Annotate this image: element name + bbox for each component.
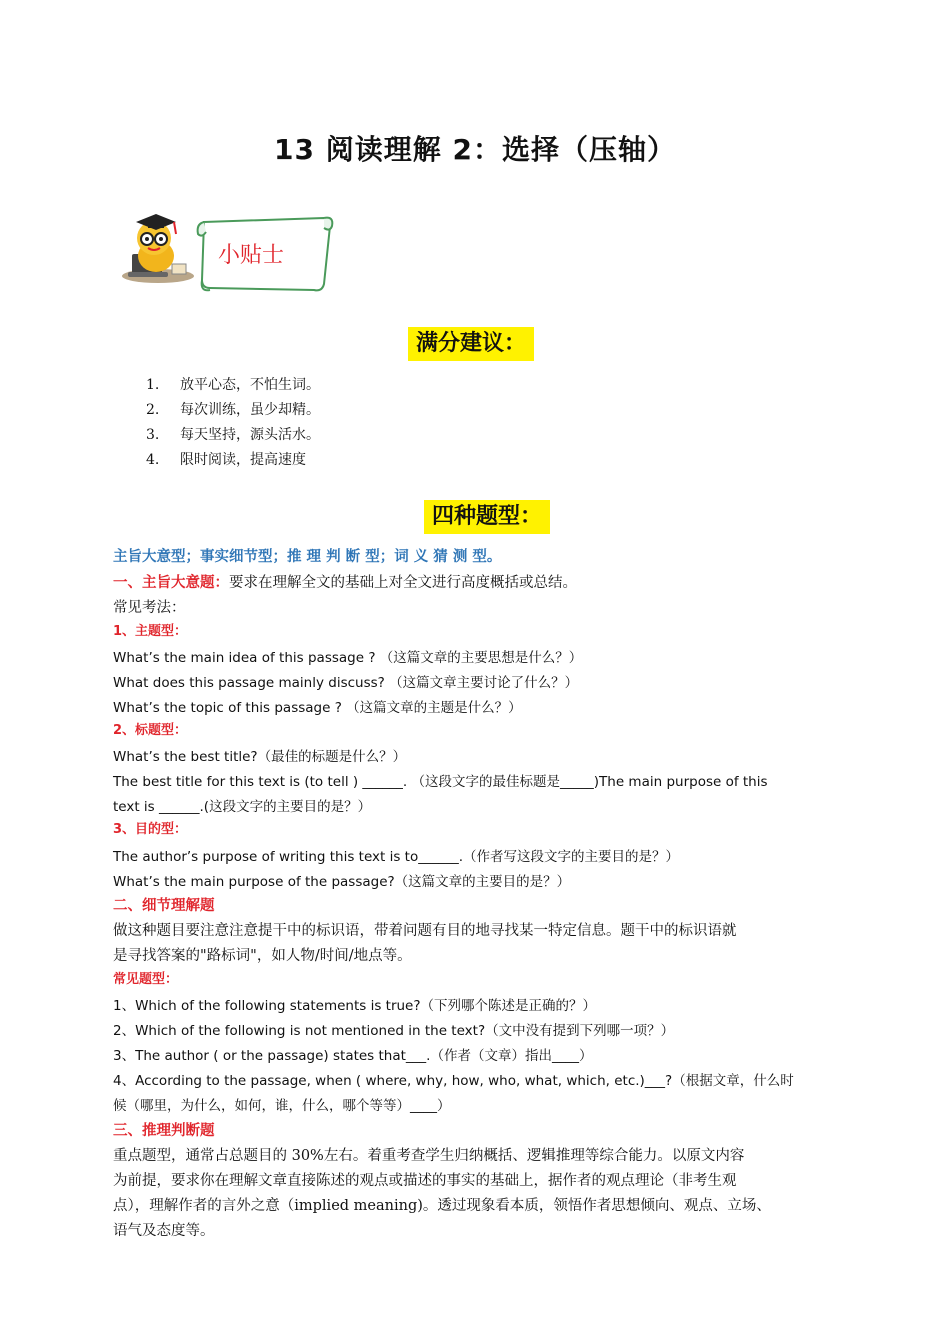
subheading-title: 2、标题型： xyxy=(113,723,188,738)
question-line: 4、According to the passage, when ( where, why, how, who, what, which, etc.)___?（根据文章，什么时 xyxy=(113,1073,794,1089)
tip-banner xyxy=(118,208,338,298)
question-line: What does this passage mainly discuss? （这篇文章主要讨论了什么？） xyxy=(113,675,579,691)
section3-heading: 三、推理判断题 xyxy=(113,1123,215,1139)
question-line: 候（哪里，为什么，如何，谁，什么，哪个等等）____） xyxy=(113,1098,451,1114)
types-heading: 四种题型： xyxy=(424,500,550,534)
subheading-common-types: 常见题型： xyxy=(113,972,179,987)
section2-heading: 二、细节理解题 xyxy=(113,898,215,914)
types-summary: 主旨大意型；事实细节型；推 理 判 断 型；词 义 猜 测 型。 xyxy=(113,549,502,565)
paragraph-line: 点），理解作者的言外之意（implied meaning)。透过现象看本质，领悟作者思想倾向、观点、立场、 xyxy=(113,1198,771,1214)
question-line: What’s the best title?（最佳的标题是什么？） xyxy=(113,749,407,765)
page-title: 13 阅读理解 2：选择（压轴） xyxy=(274,133,676,166)
question-line: 2、Which of the following is not mentioned in the text?（文中没有提到下列哪一项？） xyxy=(113,1023,675,1039)
subheading-purpose: 3、目的型： xyxy=(113,822,188,837)
list-item: 2. 每次训练，虽少却精。 xyxy=(146,402,320,418)
question-line: What’s the main idea of this passage ? （这篇文章的主要思想是什么？） xyxy=(113,650,583,666)
subheading-topic: 1、主题型： xyxy=(113,624,188,639)
list-item: 4. 限时阅读，提高速度 xyxy=(146,452,306,468)
paragraph-line: 为前提，要求你在理解文章直接陈述的观点或描述的事实的基础上，据作者的观点理论（非考生观 xyxy=(113,1173,737,1189)
advice-heading: 满分建议： xyxy=(408,327,534,361)
section1-desc: 要求在理解全文的基础上对全文进行高度概括或总结。 xyxy=(229,575,577,591)
section1-heading: 一、主旨大意题： xyxy=(113,575,229,591)
question-line: The best title for this text is (to tell ) ______. （这段文字的最佳标题是_____)The main purpose of this xyxy=(113,774,768,790)
list-item: 3. 每天坚持，源头活水。 xyxy=(146,427,320,443)
section1-common: 常见考法： xyxy=(113,600,186,616)
question-line: What’s the topic of this passage ? （这篇文章的主题是什么？） xyxy=(113,700,522,716)
paragraph-line: 重点题型，通常占总题目的 30%左右。着重考查学生归纳概括、逻辑推理等综合能力。以原文内容 xyxy=(113,1148,745,1164)
question-line: text is ______.(这段文字的主要目的是？） xyxy=(113,799,372,815)
section1-intro xyxy=(113,572,577,594)
advice-list xyxy=(146,373,320,473)
question-line: 1、Which of the following statements is true?（下列哪个陈述是正确的？） xyxy=(113,998,597,1014)
paragraph-line: 做这种题目要注意注意提干中的标识语，带着问题有目的地寻找某一特定信息。题干中的标识语就 xyxy=(113,923,737,939)
list-item: 1. 放平心态，不怕生词。 xyxy=(146,377,320,393)
question-line: What’s the main purpose of the passage?（这篇文章的主要目的是？） xyxy=(113,874,571,890)
question-line: The author’s purpose of writing this text is to______.（作者写这段文字的主要目的是？） xyxy=(113,849,680,865)
question-line: 3、The author ( or the passage) states that___.（作者（文章）指出____） xyxy=(113,1048,593,1064)
paragraph-line: 语气及态度等。 xyxy=(113,1223,215,1239)
tip-label: 小贴士 xyxy=(218,243,285,268)
paragraph-line: 是寻找答案的"路标词"，如人物/时间/地点等。 xyxy=(113,948,412,964)
